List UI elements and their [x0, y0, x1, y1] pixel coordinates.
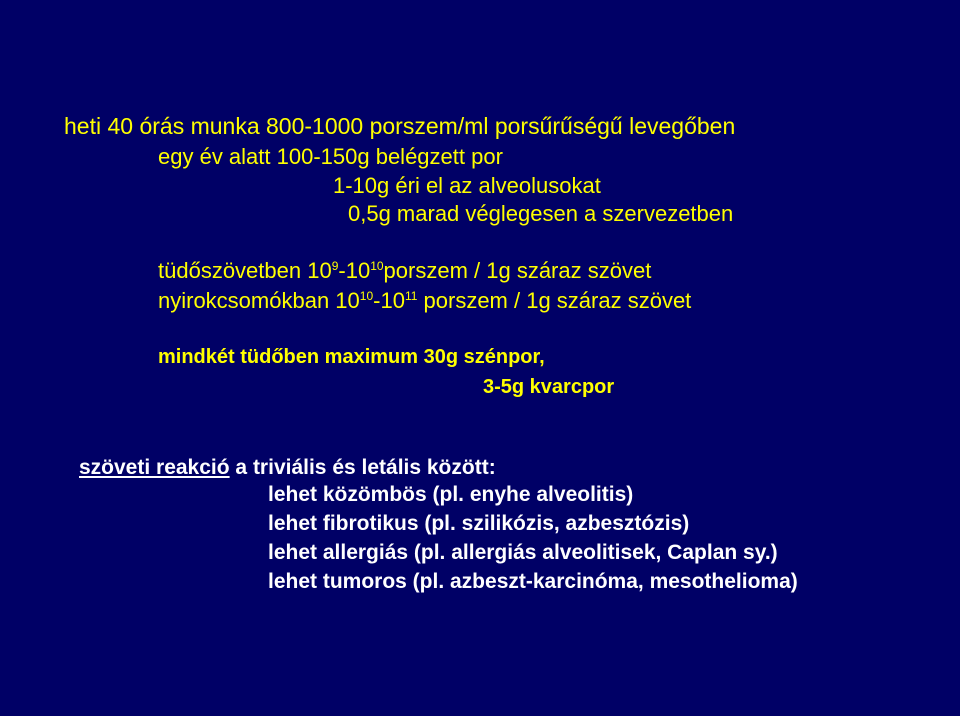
superscript: 10 [359, 289, 374, 303]
text-work-exposure: heti 40 órás munka 800-1000 porszem/ml porsűrűségű levegőben [64, 113, 736, 139]
text-max-coal-dust: mindkét tüdőben maximum 30g szénpor, [158, 346, 545, 368]
list-item: lehet tumoros (pl. azbeszt-karcinóma, mesothelioma) [268, 570, 798, 593]
text-segment: nyirokcsomókban 10 [158, 288, 360, 313]
text-alveoli-reached: 1-10g éri el az alveolusokat [333, 173, 601, 198]
text-quartz-dust: 3-5g kvarcpor [483, 376, 615, 398]
superscript: 10 [370, 259, 384, 273]
underlined-term: szöveti reakció [79, 456, 230, 479]
text-segment: tüdőszövetben 10 [158, 258, 332, 283]
text-tissue-reaction-heading [79, 457, 496, 478]
text-retained-permanently: 0,5g marad véglegesen a szervezetben [348, 201, 734, 226]
text-segment: porszem / 1g száraz szövet [383, 258, 652, 283]
list-item: lehet fibrotikus (pl. szilikózis, azbesztózis) [268, 512, 690, 535]
superscript: 11 [404, 289, 418, 303]
list-item: lehet allergiás (pl. allergiás alveolitisek, Caplan sy.) [268, 541, 778, 564]
text-lymph-node-particles [158, 290, 691, 312]
text-lung-tissue-particles [158, 260, 651, 282]
superscript: 9 [331, 259, 339, 273]
text-segment: -10 [373, 288, 405, 313]
text-segment: a triviális és letális között: [229, 456, 496, 479]
list-item: lehet közömbös (pl. enyhe alveolitis) [268, 483, 634, 506]
text-segment: -10 [338, 258, 371, 283]
text-segment: porszem / 1g száraz szövet [417, 288, 692, 313]
text-inhaled-dust: egy év alatt 100-150g belégzett por [158, 144, 503, 169]
